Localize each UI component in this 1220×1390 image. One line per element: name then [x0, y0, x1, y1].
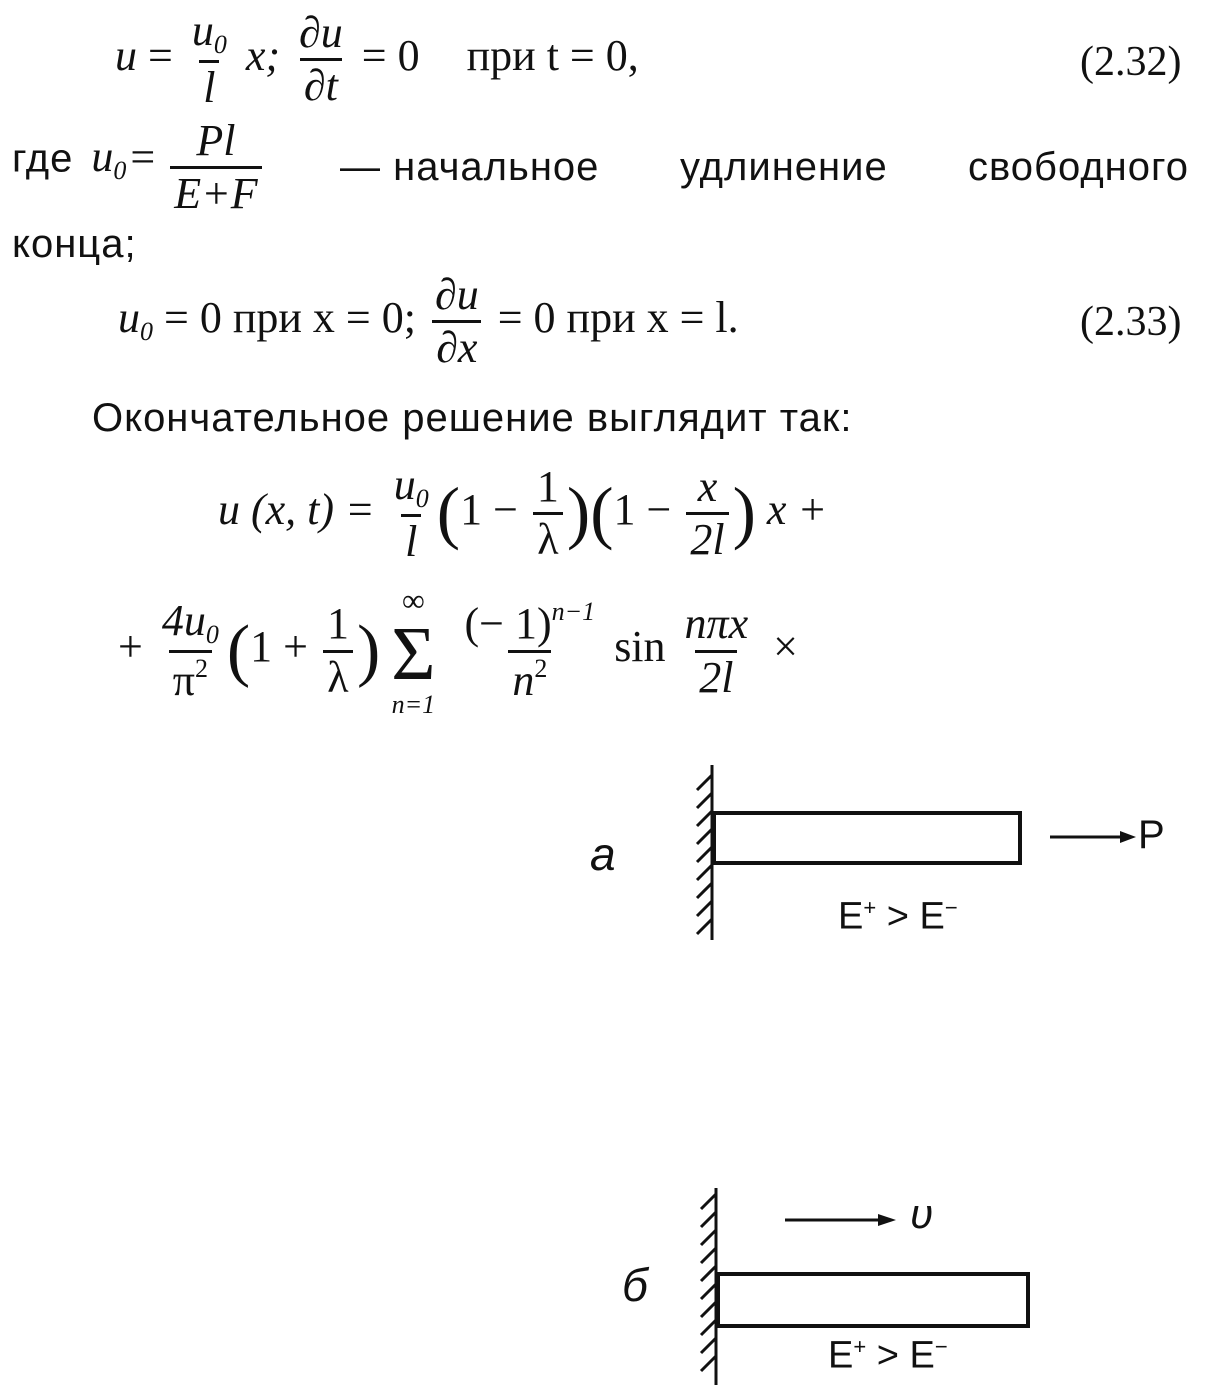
- rod: [718, 1274, 1028, 1326]
- eq-lhs: u: [115, 30, 137, 80]
- equation-2-32: u = $\frac{u_0}{l}$ x; $\frac{\partial u}{\partial t}$ = 0 при t = 0,: [115, 6, 639, 113]
- fraction-pl-over-ef: $\frac{Pl}{E+F}$: [170, 118, 261, 217]
- final-solution-intro: Окончательное решение выглядит так:: [92, 396, 853, 440]
- wall-hatch: [697, 765, 712, 940]
- equation-number-2-33: (2.33): [1080, 299, 1182, 345]
- solution-line-1: u (x, t) = $\frac{u_0}{l}$ (1 − $\frac{1}{\lambda}$ )(1 − $\frac{x}{2l}$ ) x +: [218, 460, 828, 567]
- where-text-1: — начальное: [340, 145, 600, 189]
- figure-a-label: a: [590, 828, 616, 880]
- summation: ∞ Σ n=1: [391, 582, 436, 719]
- rod: [714, 813, 1020, 863]
- fraction-du-dt: $\frac{\partial u}{\partial t}$: [299, 8, 343, 111]
- figure-a: [580, 755, 1180, 955]
- force-label: P: [1138, 813, 1165, 857]
- eq-condition: при t = 0,: [466, 30, 639, 80]
- where-text-3: свободного: [968, 145, 1189, 189]
- fraction-du-dx: $\frac{\partial u}{\partial x}$: [431, 272, 483, 371]
- fraction-u0-over-l: $\frac{u_0}{l}$: [191, 6, 227, 113]
- velocity-arrowhead: [878, 1214, 896, 1226]
- equation-2-33: $u_0 = 0$ при x = 0; $\frac{\partial u}{\partial x}$ = 0 при x = l.: [118, 270, 739, 373]
- modulus-relation-b: E+ > E−: [828, 1334, 948, 1377]
- where-continuation: конца;: [12, 222, 137, 266]
- where-text-2: удлинение: [680, 145, 888, 189]
- wall-hatch: [701, 1188, 716, 1385]
- figure-b-label: б: [622, 1259, 648, 1311]
- solution-line-2: + $\frac{4u_0}{\pi^2}$ (1 + $\frac{1}{\lambda}$ ) ∞ Σ n=1 $\frac{(- 1)^{n-1}}{n^2}$ sin $\frac{\text{nπx}}{2l}$ ×: [118, 582, 798, 719]
- equation-number-2-32: (2.32): [1080, 39, 1182, 85]
- where-line: где $u_0$ = $\frac{Pl}{E+F}$: [12, 118, 266, 217]
- velocity-label: υ: [910, 1190, 934, 1237]
- figure-b: [580, 1180, 1180, 1385]
- force-arrowhead: [1120, 831, 1136, 843]
- modulus-relation-a: E+ > E−: [838, 895, 958, 938]
